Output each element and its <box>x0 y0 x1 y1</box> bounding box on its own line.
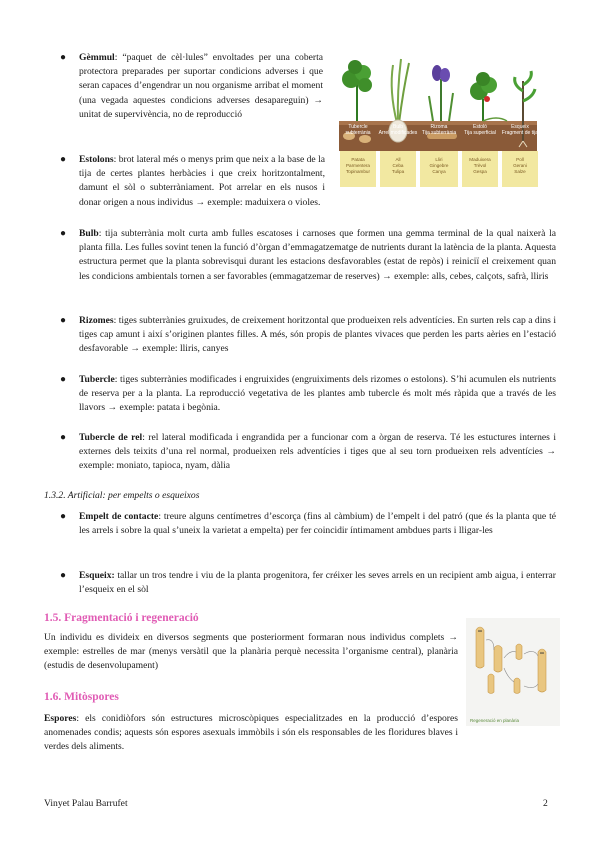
bullet-dot-icon: ● <box>60 154 67 165</box>
footer-page-number: 2 <box>543 798 548 809</box>
term: Esqueix: <box>79 570 115 581</box>
definition: : els conidiòfors són estructures microscòpiques especialitzades en la producció d’espores anomenades condis; aquests són espores asexuals immòbils i són els responsables de les floridures blaves i verdes dels aliments. <box>44 713 458 753</box>
planaria-fragment-icon <box>514 678 520 694</box>
term: Rizomes <box>79 315 114 326</box>
plant-label-rizoma: Rizoma Tija subterrània <box>421 124 457 136</box>
term: Tubercle <box>79 374 115 385</box>
definition: : tija subterrània molt curta amb fulles escatoses i carnoses que formen una gemma terminal de la qual naixerà la planta filla. Les fulles sovint tenen la funció d’òrgan d’emmagatzematge de nutrients durant la latència de la planta. Aquesta estructura permet que la planta sobrevisqui durant les estacions desfavorables (estat de repòs) i reiniciï el creixement quan les condicions ambientals tornen a ser favorables (emmagatzemar de reserves) → exemple: alls, cebes, calçots, safrà, lliris <box>79 228 556 282</box>
planaria-caption: Regeneració en planària <box>470 718 520 723</box>
definition: tallar un tros tendre i viu de la planta progenitora, fer créixer les seves arrels en un recipient amb aigua, i enterrar l’esqueix en el sòl <box>79 570 556 596</box>
bullet-rizomes <box>60 314 556 357</box>
planaria-fragment-icon <box>516 644 522 660</box>
term: Bulb <box>79 228 99 239</box>
definition: : rel lateral modificada i engrandida per a funcionar com a òrgan de reserva. Té les estuctures internes i externes dels teixits d’una rel normal, produeixen rels adventícies i tiges que al seu torn produeixen rels adventícies → exemple: moniato, tapioca, nyam, dàlia <box>79 432 556 472</box>
subheading-artificial: 1.3.2. Artificial: per empelts o esqueixos <box>44 490 200 501</box>
bullet-dot-icon: ● <box>60 52 67 63</box>
plant-examples-tubercle: Patata Parmentera Topinambur <box>345 157 370 174</box>
heading-mitospores: 1.6. Mitòspores <box>44 691 119 703</box>
bullet-gemmul <box>60 51 323 122</box>
bullet-dot-icon: ● <box>60 228 67 239</box>
bullet-dot-icon: ● <box>60 511 67 522</box>
term: Estolons <box>79 154 114 165</box>
definition: : tiges subterrànies gruixudes, de creixement horitzontal que produeixen rels adventícies. En surten rels cap a dins i tiges cap amunt i així s’originen plantes filles. A més, són propis de plantes vivaces que perden les parts aèries en l’estació desfavorable → exemple: lliris, canyes <box>79 315 556 355</box>
definition: : tiges subterrànies modificades i engruixides (engruiximents dels rizomes o estolons). S’hi acumulen els nutrients de reserva per a la planta. La reproducció vegetativa de les plantes amb tubercle és molt més ràpida que a través de les llavors → exemple: patata i begònia. <box>79 374 556 414</box>
planaria-fragment-icon <box>494 646 502 673</box>
term: Gèmmul <box>79 52 115 63</box>
planaria-worm-icon <box>476 627 484 668</box>
bullet-dot-icon: ● <box>60 432 67 443</box>
plant-examples-estolo: Maduixera Trèvol Gespa <box>469 157 491 174</box>
bullet-tubercle <box>60 373 556 416</box>
bullet-dot-icon: ● <box>60 570 67 581</box>
definition: : brot lateral més o menys prim que neix a la base de la tija de certes plantes herbàcies i que creix horitzontalment, damunt el sòl o subterràniament. Pot arrelar en els nusos i donar origen a nous individus → exemple: maduixera o violes. <box>79 154 325 208</box>
planaria-fragment-icon <box>488 674 494 694</box>
figure-planaria-regeneration <box>466 618 560 726</box>
heading-fragmentacio: 1.5. Fragmentació i regeneració <box>44 612 199 624</box>
bullet-esqueix <box>60 569 556 597</box>
plant-examples-rizoma: Lliri Gingebre Canya <box>429 157 449 174</box>
plant-examples-esqueix: Poll Gerani Salze <box>513 157 527 174</box>
footer-author: Vinyet Palau Barrufet <box>44 798 128 809</box>
plant-label-bulb: Bulb Arrel modificades <box>378 124 418 136</box>
fragmentacio-body: Un individu es divideix en diversos segments que posteriorment formaran nous individus complets → exemple: estrelles de mar (menys versàtil que la planària perquè necessita l’organisme central), planària (estudis de desenvolupament) <box>44 632 458 672</box>
definition: : treure alguns centímetres d’escorça (fins al càmbium) de l’empelt i del patró (que és la planta que té les arrels i sobre la qual s’uneix la varietat a empelta) per fer coincidir íntimament ambdues parts i lligar-les <box>79 511 556 537</box>
bullet-tubercle-rel <box>60 431 556 474</box>
plant-examples-bulb: All Ceba Tulipa <box>391 157 405 174</box>
plant-label-tubercle: Tubercle subterrània <box>345 124 371 136</box>
term: Espores <box>44 713 77 724</box>
definition: : “paquet de cèl·lules” envoltades per una coberta protectora preparades per suportar condicions adverses i que seran capaces d’engendrar un nou organisme arribat el moment (una vegada aquestes condicions adverses desapareguin) → unitat de supervivència, no de reproducció <box>79 52 323 120</box>
plant-label-esqueix: Esqueix Fragment de tija <box>501 124 539 136</box>
bullet-dot-icon: ● <box>60 315 67 326</box>
planaria-worm-icon <box>538 649 546 692</box>
plant-label-estolo: Estoló Tija superficial <box>464 124 496 136</box>
bullet-dot-icon: ● <box>60 374 67 385</box>
bullet-empelt <box>60 510 556 538</box>
term: Tubercle de rel <box>79 432 143 443</box>
term: Empelt de contacte <box>79 511 159 522</box>
mitospores-body <box>44 712 458 755</box>
bullet-bulb <box>60 227 556 284</box>
